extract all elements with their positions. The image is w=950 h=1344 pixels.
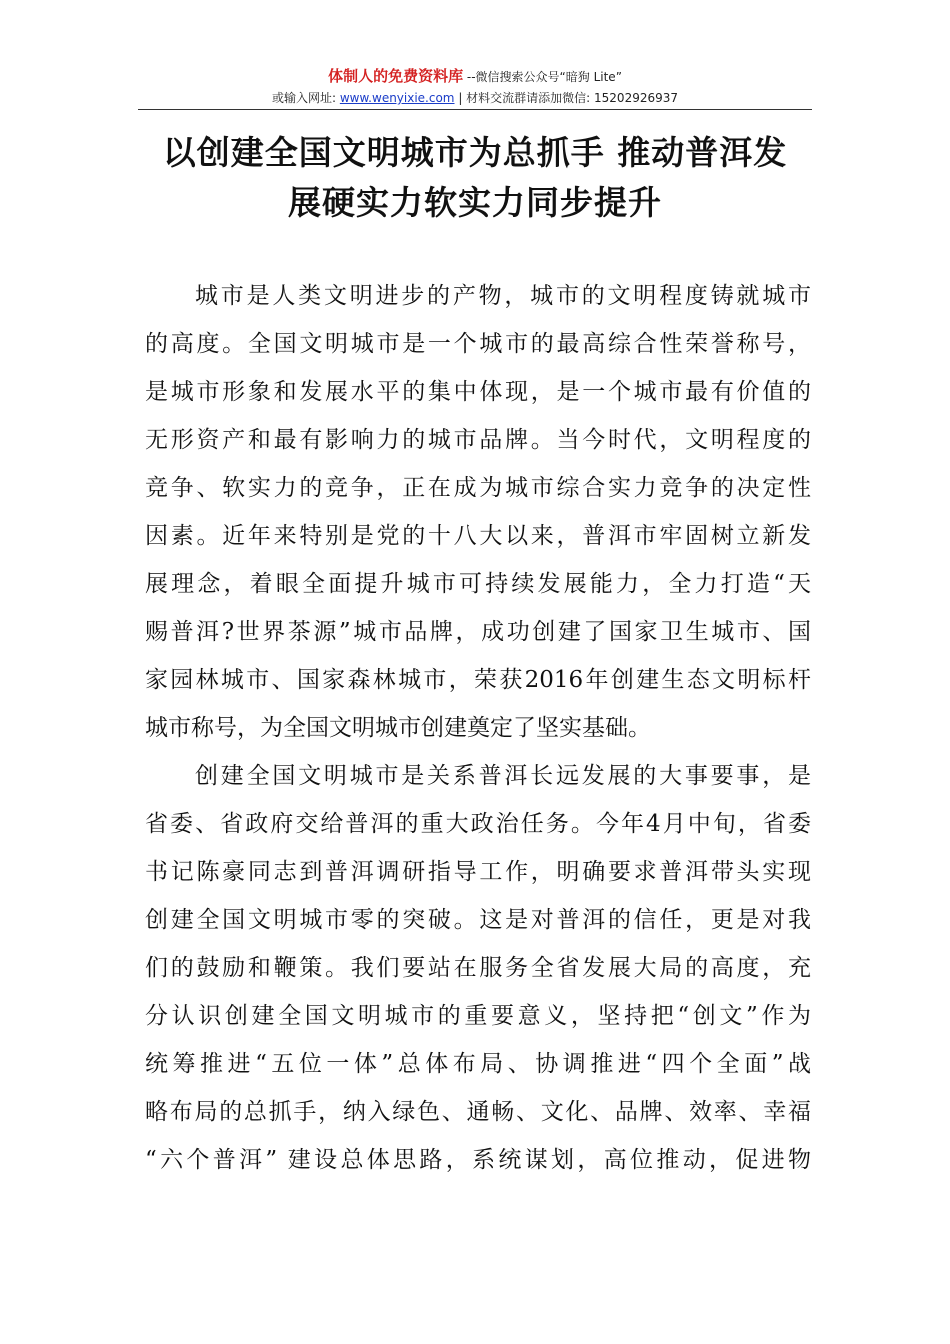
paragraph-line: 的高度。全国文明城市是一个城市的最高综合性荣誉称号，	[145, 331, 811, 357]
contact-info: | 材料交流群请添加微信: 15202926937	[454, 91, 679, 105]
paragraph-line: 分认识创建全国文明城市的重要意义，坚持把“创文”作为	[145, 1003, 811, 1029]
paragraph-line: 竞争、软实力的竞争，正在成为城市综合实力竞争的决定性	[145, 475, 811, 501]
url-prefix: 或输入网址:	[271, 91, 340, 105]
paragraph-line: 城市是人类文明进步的产物，城市的文明程度铸就城市	[195, 283, 811, 309]
paragraph-line: 展理念，着眼全面提升城市可持续发展能力，全力打造“天	[145, 571, 811, 597]
paragraph-line: 创建全国文明城市是关系普洱长远发展的大事要事，是	[195, 763, 811, 789]
paragraph-line: 家园林城市、国家森林城市，荣获2016年创建生态文明标杆	[145, 667, 811, 693]
document-body	[145, 272, 811, 1184]
title-line-2: 展硬实力软实力同步提升	[288, 183, 662, 222]
paragraph-line: 书记陈豪同志到普洱调研指导工作，明确要求普洱带头实现	[145, 859, 811, 885]
website-link[interactable]: www.wenyixie.com	[339, 91, 455, 105]
paragraph-2	[145, 752, 811, 1184]
paragraph-line: 是城市形象和发展水平的集中体现，是一个城市最有价值的	[145, 379, 811, 405]
header-brand-line	[0, 66, 950, 87]
paragraph-line: 因素。近年来特别是党的十八大以来，普洱市牢固树立新发	[145, 523, 811, 549]
paragraph-line: 们的鼓励和鞭策。我们要站在服务全省发展大局的高度，充	[145, 955, 811, 981]
paragraph-line: “六个普洱” 建设总体思路，系统谋划，高位推动，促进物	[145, 1147, 811, 1173]
paragraph-line: 统筹推进“五位一体”总体布局、协调推进“四个全面”战	[145, 1051, 811, 1077]
header-divider	[138, 109, 812, 110]
document-title	[120, 128, 830, 228]
paragraph-line: 略布局的总抓手，纳入绿色、通畅、文化、品牌、效率、幸福	[145, 1099, 811, 1125]
header-contact-line	[0, 89, 950, 107]
title-line-1: 以创建全国文明城市为总抓手 推动普洱发	[162, 133, 788, 172]
page-header	[0, 66, 950, 107]
paragraph-1	[145, 272, 811, 752]
paragraph-line: 无形资产和最有影响力的城市品牌。当今时代，文明程度的	[145, 427, 811, 453]
paragraph-line: 创建全国文明城市零的突破。这是对普洱的信任，更是对我	[145, 907, 811, 933]
paragraph-line: 赐普洱?世界茶源”城市品牌，成功创建了国家卫生城市、国	[145, 619, 811, 645]
brand-name: 体制人的免费资料库	[328, 67, 464, 85]
paragraph-line: 城市称号，为全国文明城市创建奠定了坚实基础。	[145, 715, 651, 741]
header-slogan: --微信搜索公众号“暗狗 Lite”	[463, 70, 622, 84]
paragraph-line: 省委、省政府交给普洱的重大政治任务。今年4月中旬，省委	[145, 811, 811, 837]
